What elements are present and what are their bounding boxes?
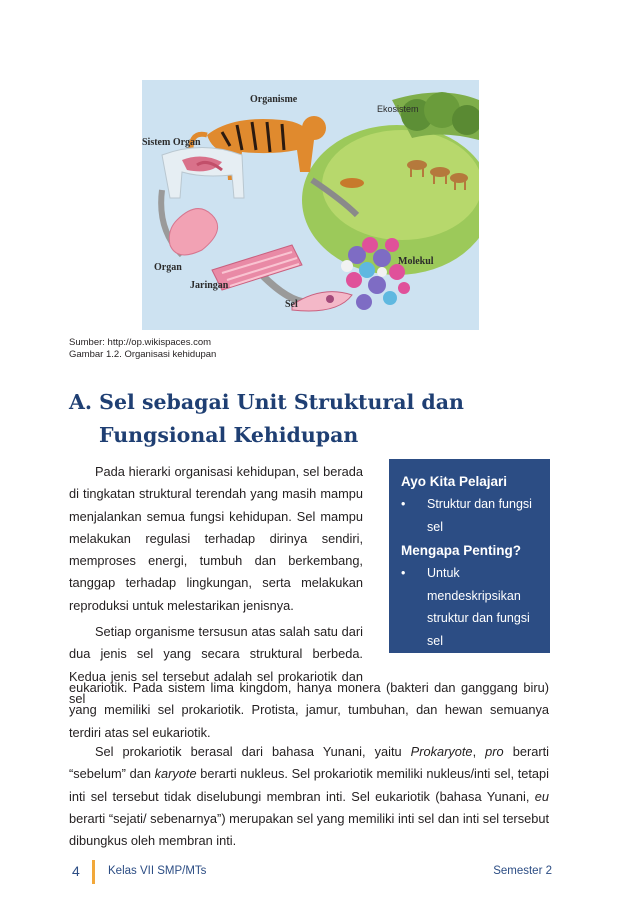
figure-caption: Gambar 1.2. Organisasi kehidupan (69, 349, 217, 360)
label-sel: Sel (285, 299, 298, 310)
section-heading (69, 386, 569, 452)
bullet: • (401, 566, 406, 580)
p4-text-a: Sel prokariotik berasal dari bahasa Yunani, yaitu (95, 744, 411, 759)
paragraph-3: eukariotik. Pada sistem lima kingdom, hanya monera (bakteri dan ganggang biru) yang memiliki sel prokariotik. Protista, jamur, tumbuhan, dan hewan semuanya terdiri atas sel eukariotik. (69, 680, 549, 740)
learning-goals-box (389, 459, 550, 653)
small-tiger-icon (340, 178, 364, 188)
footer-semester: Semester 2 (493, 865, 552, 877)
page-footer (0, 860, 638, 884)
footer-class: Kelas VII SMP/MTs (108, 865, 207, 877)
footer-divider (92, 860, 95, 884)
label-sistem-organ: Sistem Organ (142, 137, 201, 148)
label-ekosistem: Ekosistem (377, 104, 419, 114)
box-item-learn-text: Struktur dan fungsi sel (427, 497, 532, 534)
label-organisme: Organisme (250, 94, 298, 105)
box-title-importance: Mengapa Penting? (401, 543, 522, 558)
box-item-importance (401, 562, 542, 652)
label-organ: Organ (154, 262, 182, 273)
label-molekul: Molekul (398, 256, 434, 267)
paragraph-4 (69, 741, 549, 852)
p4-term-eu: eu (534, 788, 549, 804)
paragraph-2: Setiap organisme tersusun atas salah satu dari dua jenis sel yang secara struktural berbeda. Kedua jenis sel tersebut adalah sel prokariotik dan sel (69, 624, 363, 706)
box-item-importance-text: Untuk mendeskripsikan struktur dan fungsi sel (427, 566, 530, 648)
page-number: 4 (72, 863, 80, 879)
heading-line-1: A. Sel sebagai Unit Struktural dan (69, 390, 464, 414)
p4-term-karyote: karyote (154, 766, 197, 782)
figure-source: Sumber: http://op.wikispaces.com (69, 337, 212, 348)
p4-term-pro: pro (485, 744, 504, 759)
box-item-learn (401, 493, 542, 538)
figure-illustration (142, 80, 479, 330)
label-jaringan: Jaringan (190, 280, 229, 291)
p4-text-c: berarti “sebelum” dan (69, 744, 549, 782)
paragraph-1: Pada hierarki organisasi kehidupan, sel berada di tingkatan struktural terendah yang masih mampu menjalankan semua fungsi kehidupan. Sel mampu melakukan regulasi terhadap dirinya sendiri, memproses energi, tumbuh dan berkembang, tanggap terhadap lingkungan, serta melakukan reproduksi untuk melestarikan jenisnya. (69, 464, 363, 613)
bullet: • (401, 497, 406, 511)
p4-text-d: berarti nukleus. Sel prokariotik memiliki nukleus/inti sel, tetapi inti sel tersebut tidak diselubungi membran inti. Sel eukariotik (bahasa Yunani, (69, 766, 549, 804)
organization-of-life-figure (142, 80, 479, 330)
p4-term-prokaryote: Prokaryote (410, 744, 473, 759)
p4-text-e: berarti “sejati/ sebenarnya”) merupakan sel yang memiliki inti sel dan inti sel tersebut dibungkus oleh membran inti. (69, 810, 549, 849)
p4-text-b: , (472, 744, 486, 759)
heading-line-2: Fungsional Kehidupan (99, 423, 359, 447)
box-title-learn: Ayo Kita Pelajari (401, 474, 508, 489)
